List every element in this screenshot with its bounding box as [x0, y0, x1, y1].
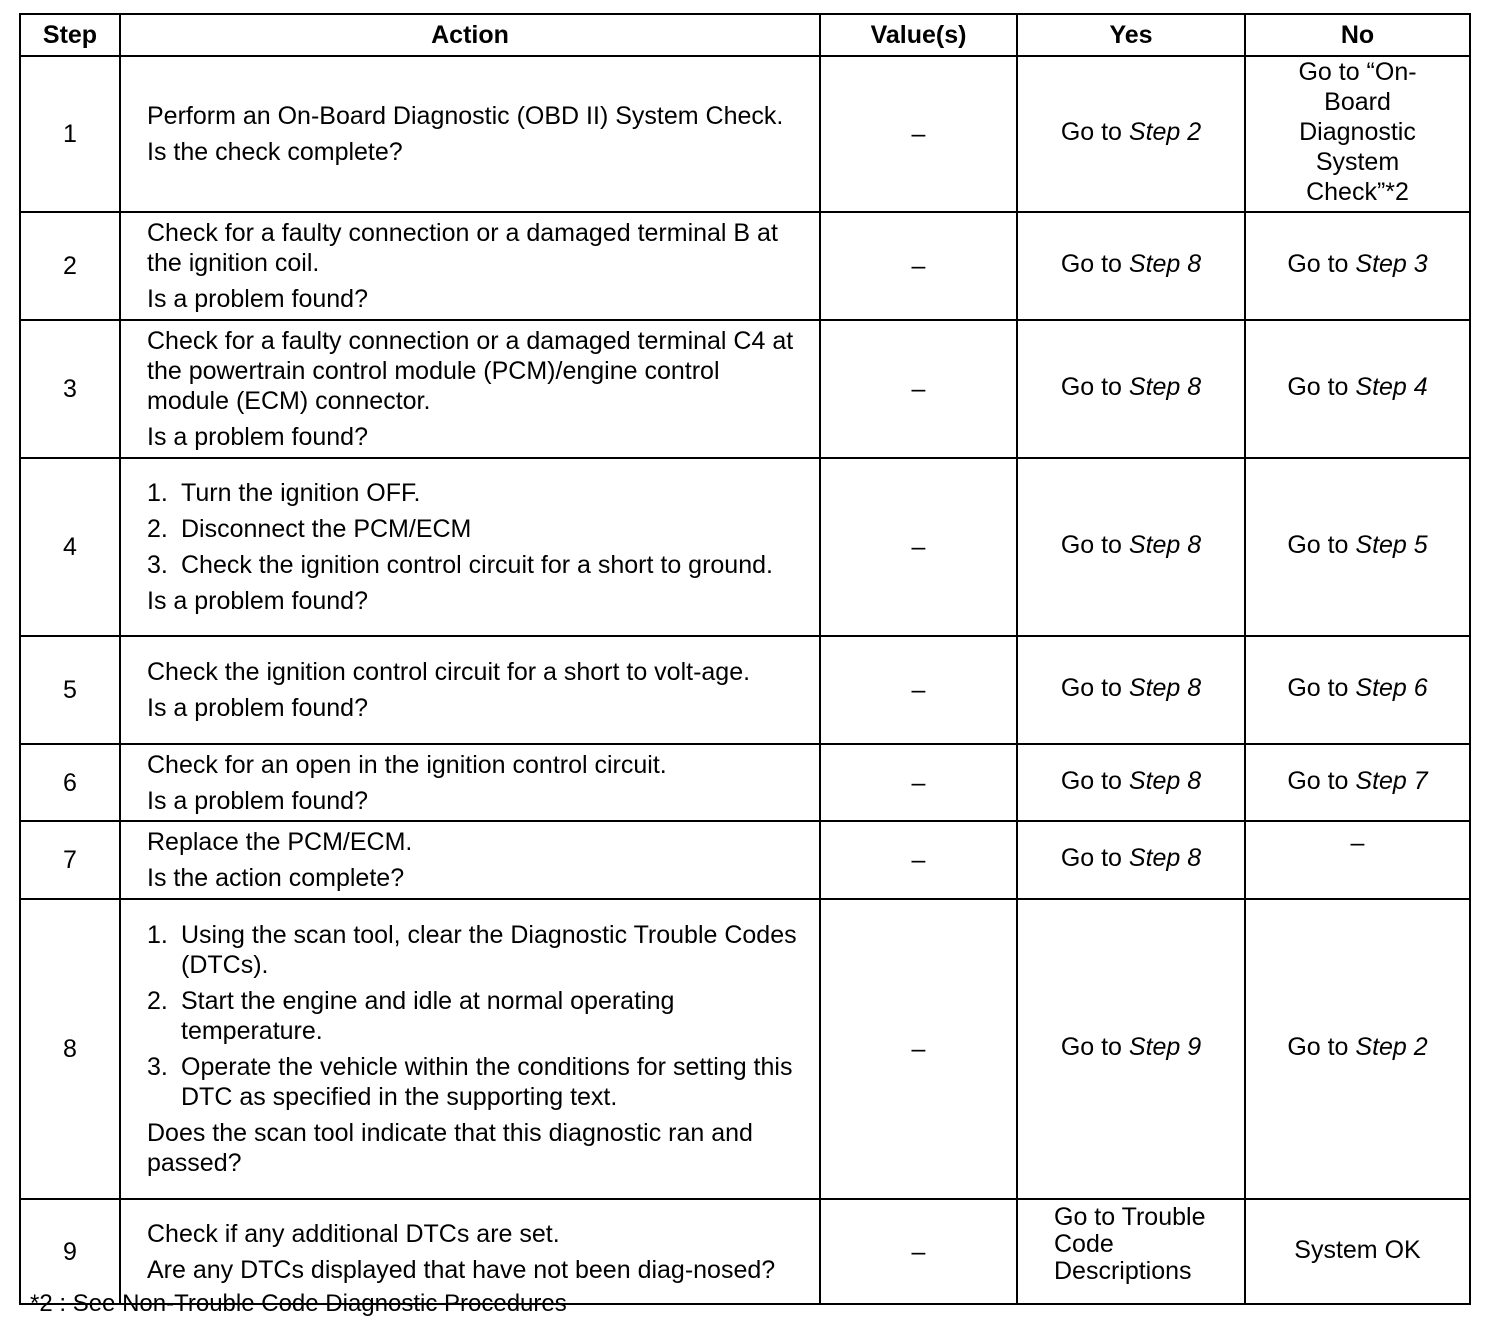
yes-cell — [1017, 320, 1245, 458]
step-number: 1 — [20, 56, 120, 212]
list-item-text: Disconnect the PCM/ECM — [181, 515, 472, 543]
action-cell — [120, 320, 820, 458]
action-question: Is a problem found? — [147, 285, 368, 313]
value-cell: – — [820, 1199, 1017, 1304]
list-item-number: 3. — [147, 1053, 168, 1081]
yes-step: Step 8 — [1128, 531, 1202, 559]
yes-cell — [1017, 821, 1245, 899]
yes-prefix: Go to — [1060, 766, 1129, 795]
yes-prefix: Go to — [1060, 118, 1129, 146]
list-item-number: 2. — [147, 987, 168, 1015]
no-step: Step 6 — [1355, 674, 1428, 702]
value-cell: – — [820, 458, 1017, 636]
yes-step: Step 8 — [1128, 373, 1202, 401]
action-steps-list — [147, 920, 805, 1112]
yes-prefix: Go to — [1060, 674, 1129, 702]
action-cell — [120, 1199, 820, 1304]
value-cell: – — [820, 821, 1017, 899]
value-cell: – — [820, 56, 1017, 212]
no-cell — [1245, 636, 1470, 744]
no-step: Step 5 — [1355, 531, 1428, 559]
yes-prefix: Go to — [1060, 844, 1129, 872]
yes-cell — [1017, 636, 1245, 744]
value-cell: – — [820, 744, 1017, 821]
no-prefix: Go to — [1287, 674, 1356, 702]
list-item-text: Operate the vehicle within the conditions for setting this DTC as specified in the supporting text. — [181, 1053, 793, 1111]
table-row — [20, 899, 1470, 1199]
no-cell — [1245, 458, 1470, 636]
table-row — [20, 458, 1470, 636]
list-item — [147, 920, 805, 980]
yes-cell — [1017, 458, 1245, 636]
no-step: Step 3 — [1355, 250, 1428, 278]
table-row — [20, 320, 1470, 458]
list-item-text: Start the engine and idle at normal operating temperature. — [181, 987, 675, 1045]
yes-step: Step 8 — [1128, 250, 1202, 278]
yes-step: Step 8 — [1128, 844, 1202, 872]
diagnostic-table — [19, 13, 1471, 1305]
no-step: Step 2 — [1355, 1033, 1428, 1061]
yes-prefix: Go to — [1060, 531, 1129, 559]
table-row — [20, 1199, 1470, 1304]
no-cell: System OK — [1245, 1199, 1470, 1304]
footnote: *2 : See Non-Trouble Code Diagnostic Procedures — [30, 1290, 567, 1317]
table-row — [20, 212, 1470, 320]
step-number: 9 — [20, 1199, 120, 1304]
action-cell — [120, 821, 820, 899]
list-item-text: Using the scan tool, clear the Diagnostic Trouble Codes (DTCs). — [181, 921, 797, 979]
yes-step: Step 8 — [1128, 674, 1202, 702]
no-prefix: Go to — [1287, 373, 1356, 401]
no-prefix: Go to — [1287, 531, 1356, 559]
table-row — [20, 636, 1470, 744]
action-question: Is the check complete? — [147, 138, 403, 166]
action-cell — [120, 636, 820, 744]
yes-cell — [1017, 56, 1245, 212]
no-step: Step 4 — [1355, 373, 1428, 401]
yes-cell — [1017, 744, 1245, 821]
yes-step: Step 9 — [1128, 1033, 1202, 1061]
action-cell — [120, 458, 820, 636]
action-question: Is the action complete? — [147, 864, 405, 892]
list-item-number: 1. — [147, 479, 168, 507]
action-text: Check for a faulty connection or a damaged terminal C4 at the powertrain control module (PCM)/engine control module (ECM) connector. — [147, 327, 794, 415]
no-step: Step 7 — [1355, 766, 1428, 795]
action-question: Is a problem found? — [147, 423, 368, 451]
action-text: Check the ignition control circuit for a short to volt-age. — [147, 658, 751, 686]
value-cell: – — [820, 636, 1017, 744]
action-cell — [120, 744, 820, 821]
list-item — [147, 1052, 805, 1112]
value-cell: – — [820, 212, 1017, 320]
yes-prefix: Go to — [1060, 373, 1129, 401]
no-cell: Go to “On-Board Diagnostic System Check”*2 — [1245, 56, 1470, 212]
list-item-number: 3. — [147, 551, 168, 579]
table-row — [20, 744, 1470, 821]
yes-prefix: Go to — [1060, 250, 1129, 278]
value-cell: – — [820, 320, 1017, 458]
yes-prefix: Go to — [1060, 1033, 1129, 1061]
no-cell — [1245, 212, 1470, 320]
header-row — [20, 14, 1470, 56]
no-cell — [1245, 899, 1470, 1199]
header-no: No — [1245, 14, 1470, 56]
no-cell — [1245, 744, 1470, 821]
action-text: Check for a faulty connection or a damaged terminal B at the ignition coil. — [147, 219, 778, 277]
yes-cell — [1017, 212, 1245, 320]
no-prefix: Go to — [1287, 250, 1356, 278]
header-yes: Yes — [1017, 14, 1245, 56]
yes-step: Step 8 — [1128, 766, 1202, 795]
action-question: Is a problem found? — [147, 786, 368, 815]
list-item-number: 1. — [147, 921, 168, 949]
step-number: 2 — [20, 212, 120, 320]
no-prefix: Go to — [1287, 766, 1356, 795]
no-cell: – — [1245, 821, 1470, 899]
yes-step: Step 2 — [1128, 118, 1202, 146]
list-item-text: Check the ignition control circuit for a short to ground. — [181, 551, 773, 579]
no-prefix: Go to — [1287, 1033, 1356, 1061]
header-step: Step — [20, 14, 120, 56]
action-question: Is a problem found? — [147, 694, 368, 722]
list-item — [147, 986, 805, 1046]
action-text: Check for an open in the ignition control circuit. — [147, 750, 667, 779]
action-question: Are any DTCs displayed that have not been diag-nosed? — [147, 1255, 776, 1284]
step-number: 7 — [20, 821, 120, 899]
step-number: 4 — [20, 458, 120, 636]
action-question: Does the scan tool indicate that this diagnostic ran and passed? — [147, 1119, 753, 1177]
yes-cell — [1017, 899, 1245, 1199]
action-cell — [120, 212, 820, 320]
action-question: Is a problem found? — [147, 587, 368, 615]
yes-cell: Go to Trouble Code Descriptions — [1017, 1199, 1245, 1304]
no-cell — [1245, 320, 1470, 458]
step-number: 8 — [20, 899, 120, 1199]
list-item — [147, 514, 805, 544]
list-item-text: Turn the ignition OFF. — [181, 479, 421, 507]
header-value: Value(s) — [820, 14, 1017, 56]
table-row — [20, 56, 1470, 212]
action-text: Replace the PCM/ECM. — [147, 828, 413, 856]
step-number: 6 — [20, 744, 120, 821]
table-row — [20, 821, 1470, 899]
value-cell: – — [820, 899, 1017, 1199]
list-item-number: 2. — [147, 515, 168, 543]
header-action: Action — [120, 14, 820, 56]
action-text: Perform an On-Board Diagnostic (OBD II) System Check. — [147, 102, 784, 130]
step-number: 3 — [20, 320, 120, 458]
list-item — [147, 478, 805, 508]
action-text: Check if any additional DTCs are set. — [147, 1219, 560, 1248]
list-item — [147, 550, 805, 580]
action-steps-list — [147, 478, 805, 580]
action-cell — [120, 899, 820, 1199]
step-number: 5 — [20, 636, 120, 744]
action-cell — [120, 56, 820, 212]
